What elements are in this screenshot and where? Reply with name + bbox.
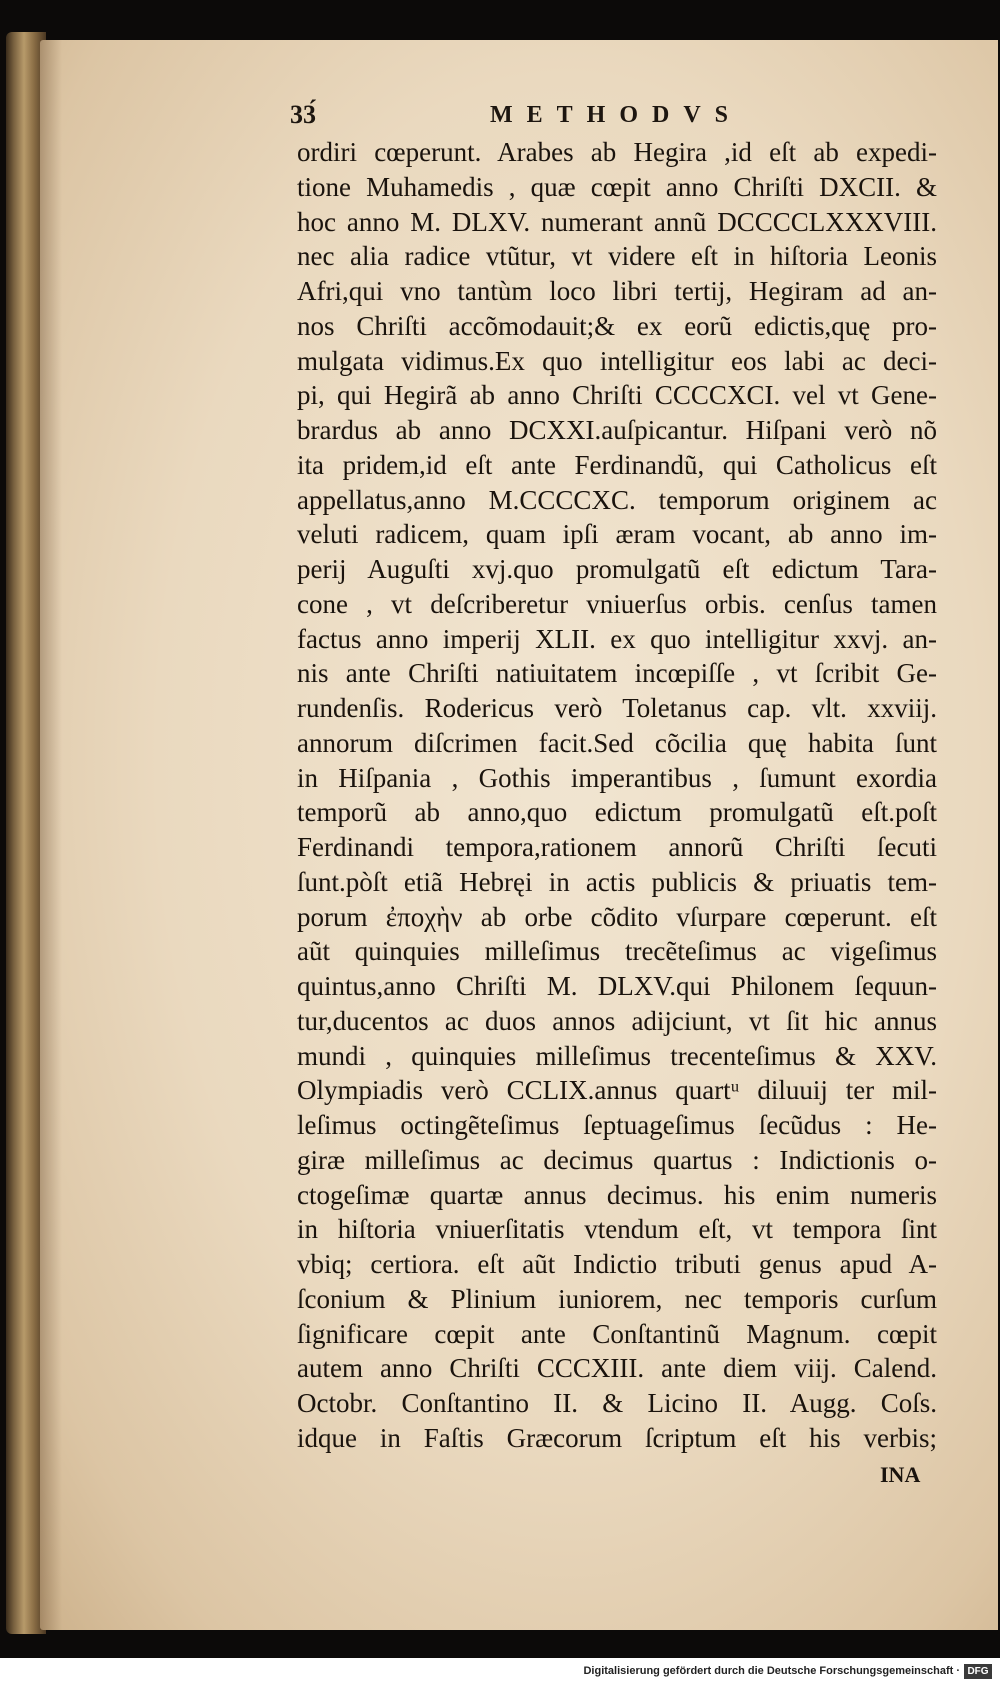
text-line: mulgata vidimus.Ex quo intelligitur eos labi ac deci- xyxy=(297,345,937,376)
text-line: autem anno Chriſti CCCXIII. ante diem viij. Calend. xyxy=(297,1353,937,1384)
text-line: ſignificare cœpit ante Conſtantinũ Magnum. cœpit xyxy=(297,1318,937,1349)
running-title: METHODVS xyxy=(490,102,743,128)
text-line: Ferdinandi tempora,rationem annorũ Chriſti ſecuti xyxy=(297,832,937,862)
text-line: cone , vt deſcriberetur vniuerſus orbis. cenſus tamen xyxy=(297,588,937,619)
text-line: giræ milleſimus ac decimus quartus : Indictionis o- xyxy=(297,1144,937,1175)
text-block xyxy=(297,135,937,1456)
text-line: factus anno imperij XLII. ex quo intelligitur xxvj. an- xyxy=(297,623,937,654)
text-line: idque in Faſtis Græcorum ſcriptum eſt his verbis; xyxy=(297,1422,937,1453)
text-line: Olympiadis verò CCLIX.annus quartᵘ diluuij ter mil- xyxy=(297,1075,937,1106)
text-line: vbiq; certiora. eſt aũt Indictio tributi genus apud A- xyxy=(297,1249,937,1279)
text-line: ctogeſimæ quartæ annus decimus. his enim numeris xyxy=(297,1179,937,1210)
text-line: tur,ducentos ac duos annos adijciunt, vt ſit hic annus xyxy=(297,1005,937,1036)
text-line: leſimus octingẽteſimus ſeptuageſimus ſecũdus : He- xyxy=(297,1110,937,1140)
text-line: hoc anno M. DLXV. numerant annũ DCCCCLXXXVIII. xyxy=(297,206,937,237)
dfg-logo: DFG xyxy=(964,1664,992,1679)
text-line: porum ἐποχὴν ab orbe cõdito vſurpare cœperunt. eſt xyxy=(297,901,937,932)
funding-notice: Digitalisierung gefördert durch die Deutsche Forschungsgemeinschaft · xyxy=(583,1665,960,1677)
text-line: nos Chriſti accõmodauit;& ex eorũ edictis,quę pro- xyxy=(297,310,937,341)
running-head xyxy=(290,100,970,140)
text-line: Afri,qui vno tantùm loco libri tertij, Hegiram ad an- xyxy=(297,276,937,306)
text-line: in hiſtoria vniuerſitatis vtendum eſt, vt tempora ſint xyxy=(297,1214,937,1245)
text-line: ordiri cœperunt. Arabes ab Hegira ,id eſt ab expedi- xyxy=(297,137,937,167)
text-line: rundenſis. Rodericus verò Toletanus cap. vlt. xxviij. xyxy=(297,693,937,723)
page-number: 33́ xyxy=(290,100,316,129)
text-line: mundi , quinquies milleſimus trecenteſimus & XXV. xyxy=(297,1040,937,1071)
text-line: veluti radicem, quam ipſi æram vocant, ab anno im- xyxy=(297,519,937,550)
text-line: in Hiſpania , Gothis imperantibus , ſumunt exordia xyxy=(297,762,937,793)
text-line: nec alia radice vtũtur, vt videre eſt in hiſtoria Leonis xyxy=(297,241,937,272)
text-line: quintus,anno Chriſti M. DLXV.qui Philonem ſequun- xyxy=(297,971,937,1001)
text-line: ſunt.pòſt etiã Hebręi in actis publicis & priuatis tem- xyxy=(297,866,937,897)
gutter-shadow xyxy=(40,40,62,1630)
text-line: tione Muhamedis , quæ cœpit anno Chriſti DXCII. & xyxy=(297,171,937,202)
text-line: brardus ab anno DCXXI.auſpicantur. Hiſpani verò nõ xyxy=(297,415,937,445)
text-line: Octobr. Conſtantino II. & Licino II. Augg. Coſs. xyxy=(297,1388,937,1418)
text-line: ita pridem,id eſt ante Ferdinandũ, qui Catholicus eſt xyxy=(297,449,937,480)
text-line: appellatus,anno M.CCCCXC. temporum originem ac xyxy=(297,484,937,515)
footer-bar xyxy=(0,1660,1000,1685)
text-line: annorum diſcrimen facit.Sed cõcilia quę habita ſunt xyxy=(297,727,937,758)
text-line: perij Auguſti xvj.quo promulgatũ eſt edictum Tara- xyxy=(297,554,937,584)
text-line: nis ante Chriſti natiuitatem incœpiſſe , vt ſcribit Ge- xyxy=(297,658,937,689)
text-line: ſconium & Plinium iuniorem, nec temporis curſum xyxy=(297,1283,937,1314)
text-line: temporũ ab anno,quo edictum promulgatũ eſt.poſt xyxy=(297,797,937,828)
catchword: INA xyxy=(880,1462,921,1487)
text-line: pi, qui Hegirã ab anno Chriſti CCCCXCI. vel vt Gene- xyxy=(297,380,937,411)
text-line: aũt quinquies milleſimus trecẽteſimus ac vigeſimus xyxy=(297,936,937,967)
